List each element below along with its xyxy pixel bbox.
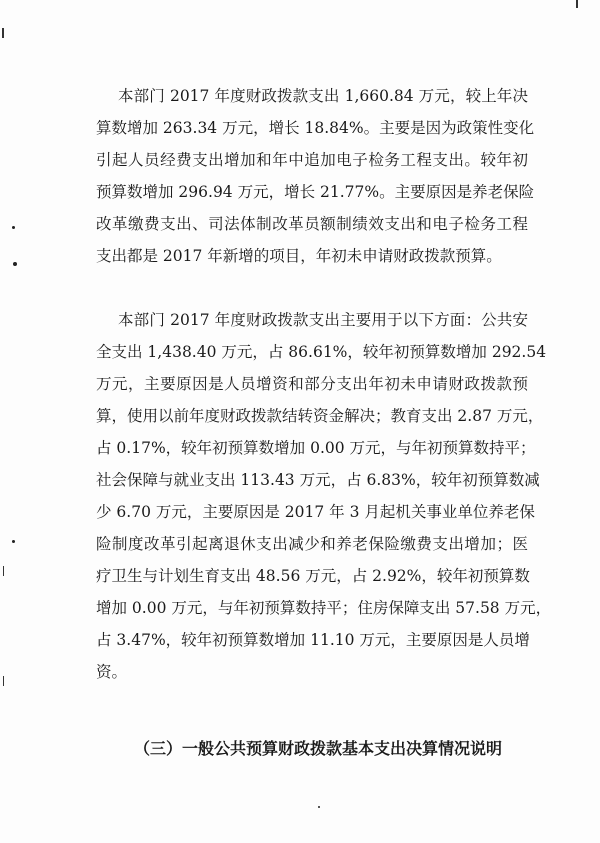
text-line: 少 6.70 万元，主要原因是 2017 年 3 月起机关事业单位养老保 [96,503,535,521]
scan-dot-left-3 [12,540,15,543]
text-line: 本部门 2017 年度财政拨款支出 1,660.84 万元，较上年决 [118,87,528,105]
paragraph-financial-expenditure [96,80,535,272]
text-line: 资。 [96,663,128,681]
text-line: 引起人员经费支出增加和年中追加电子检务工程支出。较年初 [96,151,528,169]
scan-mark-left-2 [3,566,4,576]
text-line: 预算数增加 296.94 万元，增长 21.77%。主要原因是养老保险 [96,183,535,201]
scan-dot-left-2 [13,262,17,266]
scan-mark-left-1 [2,28,4,38]
text-line: 险制度改革引起离退休支出减少和养老保险缴费支出增加；医 [96,535,528,553]
text-line: 占 0.17%，较年初预算数增加 0.00 万元，与年初预算数持平； [96,439,536,457]
text-line: 全支出 1,438.40 万元，占 86.61%，较年初预算数增加 292.54 [96,343,547,361]
text-line: 占 3.47%，较年初预算数增加 11.10 万元，主要原因是人员增 [96,631,530,649]
text-line: 算，使用以前年度财政拨款结转资金解决；教育支出 2.87 万元， [96,407,544,425]
text-line: 社会保障与就业支出 113.43 万元，占 6.83%，较年初预算数减 [96,471,540,489]
scan-mark-top-right [576,0,578,8]
paragraph-expenditure-breakdown [96,304,552,688]
text-line: 疗卫生与计划生育支出 48.56 万元，占 2.92%，较年初预算数 [96,567,530,585]
text-line: 增加 0.00 万元，与年初预算数持平；住房保障支出 57.58 万元， [96,599,552,617]
section-heading: （三）一般公共预算财政拨款基本支出决算情况说明 [134,739,503,758]
text-line: 万元，主要原因是人员增资和部分支出年初未申请财政拨款预 [96,375,528,393]
text-line: 本部门 2017 年度财政拨款支出主要用于以下方面：公共安 [118,311,528,329]
scan-mark-left-3 [3,676,4,686]
scan-dot-left-1 [12,226,15,229]
scan-dot-bottom [318,806,320,808]
text-line: 支出都是 2017 年新增的项目，年初未申请财政拨款预算。 [96,247,502,265]
text-line: 改革缴费支出、司法体制改革员额制绩效支出和电子检务工程 [96,215,528,233]
text-line: 算数增加 263.34 万元，增长 18.84%。主要是因为政策性变化 [96,119,535,137]
